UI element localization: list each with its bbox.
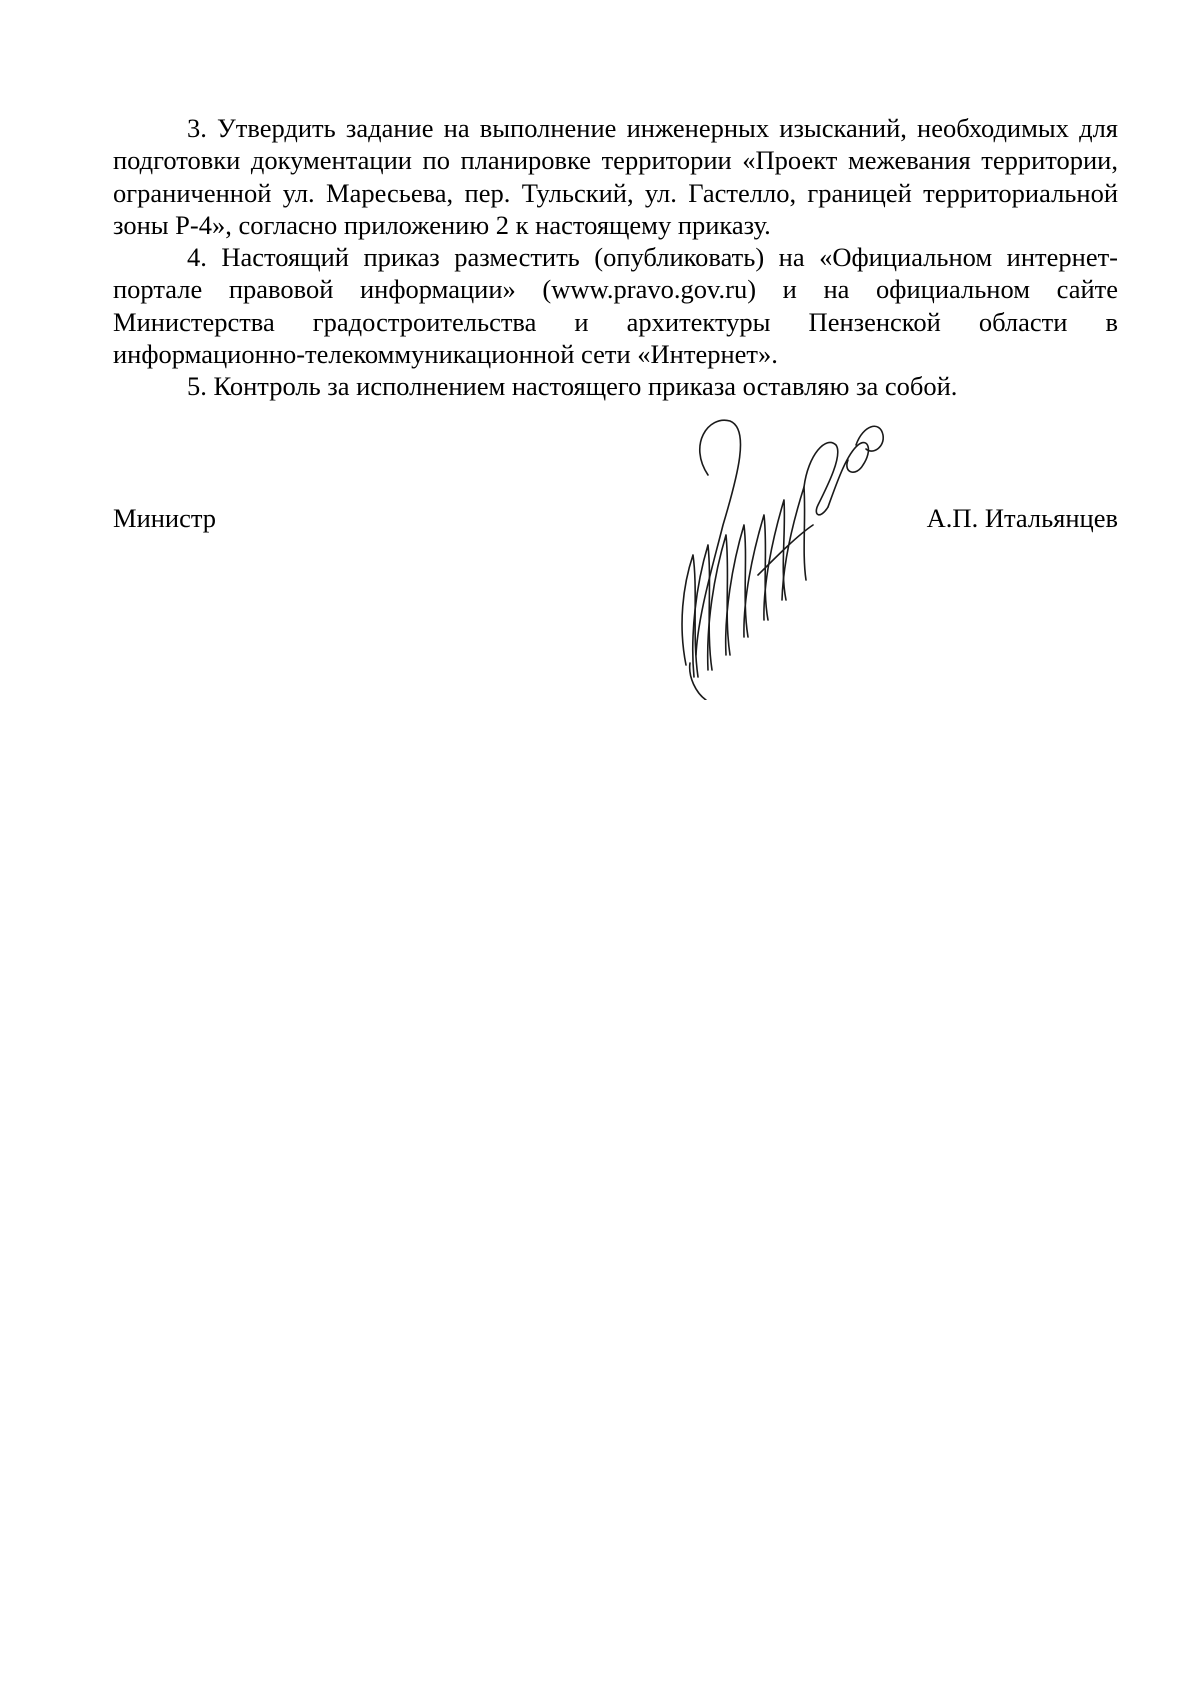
signatory-title: Министр	[113, 503, 217, 533]
document-body	[113, 112, 1118, 403]
paragraph-item-5: 5. Контроль за исполнением настоящего приказа оставляю за собой.	[187, 371, 958, 402]
paragraph-item-3: 3. Утвердить задание на выполнение инженерных изысканий, необходимых для подготовки документации по планировке территории «Проект межевания территории, ограниченной ул. Маресьева, пер. Тульский, ул. Гастелло, границей территориальной зоны Р-4», согласно приложению 2 к настоящему приказу.	[113, 113, 1118, 240]
signature-block	[113, 502, 1118, 542]
handwritten-signature	[668, 415, 888, 700]
signatory-name: А.П. Итальянцев	[926, 503, 1118, 533]
paragraph-item-4: 4. Настоящий приказ разместить (опубликовать) на «Официальном интернет-портале правовой информации» (www.pravo.gov.ru) и на официальном сайте Министерства градостроительства и архитектуры Пензенской области в информационно-телекоммуникационной сети «Интернет».	[113, 242, 1118, 370]
